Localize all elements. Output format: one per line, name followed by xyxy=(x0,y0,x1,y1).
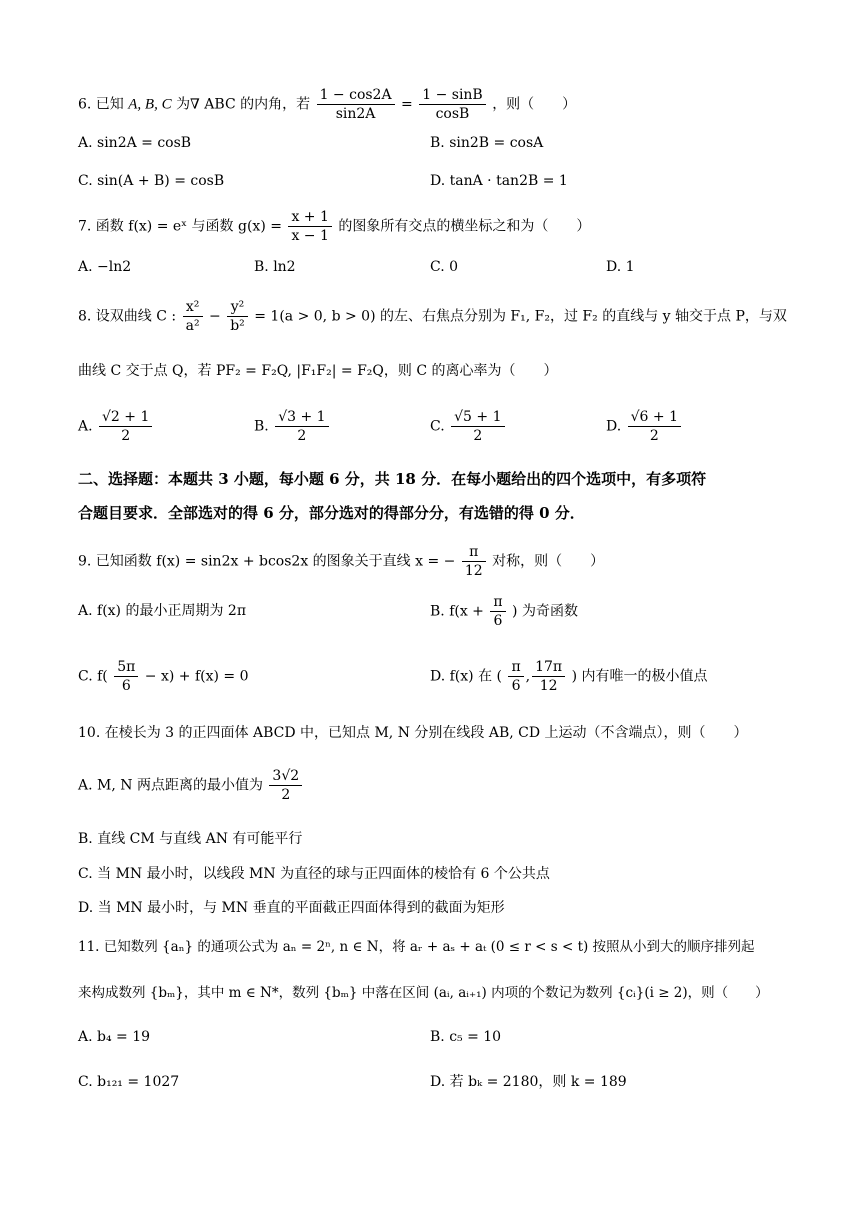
q8-fraction-y-num: y² xyxy=(227,298,248,317)
q9-stem xyxy=(78,543,604,580)
q7-fraction-den: x − 1 xyxy=(291,228,329,244)
q10-option-a-fraction xyxy=(269,767,302,804)
q6-fraction-1-num: 1 − cos2A xyxy=(317,86,395,105)
q8-option-b-label: B. xyxy=(254,418,269,435)
q8-option-b-num: √3 + 1 xyxy=(275,408,328,427)
q11-stem-line2: 来构成数列 {bₘ}，其中 m ∈ N*，数列 {bₘ} 中落在区间 (aᵢ, aᵢ₊₁) 内项的个数记为数列 {cᵢ}(i ≥ 2)，则（ ） xyxy=(78,985,769,1001)
q7-fraction-num: x + 1 xyxy=(288,208,331,227)
q8-option-d-label: D. xyxy=(606,418,622,435)
q7-fraction xyxy=(288,208,331,245)
q8-option-a-fraction xyxy=(99,408,152,445)
q9-option-d-comma: , xyxy=(525,668,531,685)
q8-minus: − xyxy=(209,308,226,325)
q8-option-c-den: 2 xyxy=(473,428,483,444)
q8-option-c-num: √5 + 1 xyxy=(451,408,504,427)
q6-fraction-1 xyxy=(317,86,395,123)
q8-option-d-fraction xyxy=(628,408,681,445)
q6-fraction-2-num: 1 − sinB xyxy=(419,86,486,105)
q10-option-a xyxy=(78,767,304,804)
q9-option-c xyxy=(78,658,249,695)
q11-option-a: A. b₄ = 19 xyxy=(78,1029,151,1045)
q8-option-a-num: √2 + 1 xyxy=(99,408,152,427)
q7-option-a: A. −ln2 xyxy=(78,259,132,275)
q8-option-b xyxy=(254,408,331,445)
q7-stem xyxy=(78,208,590,245)
q9-option-c-prefix: C. f( xyxy=(78,668,108,685)
q9-option-d-suffix: ) 内有唯一的极小值点 xyxy=(571,668,708,685)
q6-stem-mid: 为∇ ABC 的内角，若 xyxy=(176,96,311,113)
q9-option-a: A. f(x) 的最小正周期为 2π xyxy=(78,603,247,619)
q11-option-d: D. 若 bₖ = 2180，则 k = 189 xyxy=(430,1074,627,1090)
q10-option-a-num: 3√2 xyxy=(269,767,302,786)
q9-option-d-num-2: 17π xyxy=(532,658,565,677)
q6-stem-prefix: 6. 已知 xyxy=(78,96,124,113)
q8-option-a xyxy=(78,408,154,445)
q6-stem xyxy=(78,86,576,123)
q7-stem-suffix: 的图象所有交点的横坐标之和为（ ） xyxy=(338,218,591,235)
q9-option-b xyxy=(430,593,578,630)
q8-stem-line2: 曲线 C 交于点 Q，若 PF₂ = F₂Q, |F₁F₂| = F₂Q，则 C 的离心率为（ ） xyxy=(78,363,558,379)
q6-vars: A, B, C xyxy=(128,96,172,113)
q9-option-c-den: 6 xyxy=(121,678,131,694)
section-2-instructions: 合题目要求．全部选对的得 6 分，部分选对的得部分分，有选错的得 0 分． xyxy=(78,504,585,522)
q9-fraction xyxy=(462,543,486,580)
q9-fraction-den: 12 xyxy=(464,563,483,579)
q9-option-d-fraction-2 xyxy=(532,658,565,695)
q8-fraction-y-den: b² xyxy=(230,318,245,334)
q9-fraction-num: π xyxy=(462,543,486,562)
q8-option-b-fraction xyxy=(275,408,328,445)
q8-option-d-den: 2 xyxy=(649,428,659,444)
q9-stem-suffix: 对称，则（ ） xyxy=(492,553,605,570)
q10-stem: 10. 在棱长为 3 的正四面体 ABCD 中，已知点 M, N 分别在线段 AB, CD 上运动（不含端点），则（ ） xyxy=(78,725,748,741)
q7-option-c: C. 0 xyxy=(430,259,459,275)
q9-option-c-suffix: − x) + f(x) = 0 xyxy=(144,668,249,685)
q10-option-a-den: 2 xyxy=(281,787,291,803)
q9-option-d xyxy=(430,658,708,695)
q11-option-c: C. b₁₂₁ = 1027 xyxy=(78,1074,180,1090)
q8-stem-rest: = 1(a > 0, b > 0) 的左、右焦点分别为 F₁, F₂，过 F₂ 的直线与 y 轴交于点 P，与双 xyxy=(254,308,787,325)
q8-stem-prefix: 8. 设双曲线 C : xyxy=(78,308,177,325)
section-2-heading: 二、选择题：本题共 3 小题，每小题 6 分，共 18 分．在每小题给出的四个选项中，有多项符 xyxy=(78,470,707,488)
q9-option-d-den-1: 6 xyxy=(511,678,521,694)
q6-option-b: B. sin2B = cosA xyxy=(430,135,544,151)
q8-option-c xyxy=(430,408,507,445)
q9-option-d-den-2: 12 xyxy=(539,678,558,694)
q9-option-c-fraction xyxy=(114,658,138,695)
q7-option-b: B. ln2 xyxy=(254,259,296,275)
q10-option-d: D. 当 MN 最小时，与 MN 垂直的平面截正四面体得到的截面为矩形 xyxy=(78,900,505,916)
q8-option-d-num: √6 + 1 xyxy=(628,408,681,427)
q9-option-d-fraction-1 xyxy=(508,658,523,695)
q6-option-d: D. tanA · tan2B = 1 xyxy=(430,173,568,189)
q6-fraction-1-den: sin2A xyxy=(335,106,376,122)
q9-option-d-prefix: D. f(x) 在 ( xyxy=(430,668,502,685)
q8-fraction-x-num: x² xyxy=(183,298,203,317)
q8-option-c-label: C. xyxy=(430,418,445,435)
q9-option-b-num: π xyxy=(490,593,505,612)
q8-option-d xyxy=(606,408,683,445)
q8-option-b-den: 2 xyxy=(297,428,307,444)
q6-equals: = xyxy=(401,96,418,113)
q6-option-c: C. sin(A + B) = cosB xyxy=(78,173,225,189)
q8-fraction-y xyxy=(227,298,248,335)
q7-option-d: D. 1 xyxy=(606,259,635,275)
q9-option-d-num-1: π xyxy=(508,658,523,677)
q10-option-b: B. 直线 CM 与直线 AN 有可能平行 xyxy=(78,831,303,847)
q9-option-b-den: 6 xyxy=(493,613,503,629)
q11-option-b: B. c₅ = 10 xyxy=(430,1029,502,1045)
q6-fraction-2-den: cosB xyxy=(435,106,470,122)
q8-option-a-label: A. xyxy=(78,418,93,435)
q8-option-a-den: 2 xyxy=(121,428,131,444)
q10-option-c: C. 当 MN 最小时，以线段 MN 为直径的球与正四面体的棱恰有 6 个公共点 xyxy=(78,866,550,882)
q10-option-a-prefix: A. M, N 两点距离的最小值为 xyxy=(78,777,263,794)
q6-stem-suffix: ，则（ ） xyxy=(492,96,577,113)
q6-fraction-2 xyxy=(419,86,486,123)
q9-stem-prefix: 9. 已知函数 f(x) = sin2x + bcos2x 的图象关于直线 x = − xyxy=(78,553,456,570)
q8-fraction-x xyxy=(183,298,203,335)
q8-option-c-fraction xyxy=(451,408,504,445)
q8-stem-line1 xyxy=(78,298,787,335)
q9-option-b-suffix: ) 为奇函数 xyxy=(512,603,578,620)
q11-stem-line1: 11. 已知数列 {aₙ} 的通项公式为 aₙ = 2ⁿ, n ∈ N，将 aᵣ + aₛ + aₜ (0 ≤ r < s < t) 按照从小到大的顺序排列起 xyxy=(78,939,755,955)
q9-option-b-prefix: B. f(x + xyxy=(430,603,484,620)
q9-option-b-fraction xyxy=(490,593,505,630)
q9-option-c-num: 5π xyxy=(114,658,138,677)
q7-stem-prefix: 7. 函数 f(x) = eˣ 与函数 g(x) = xyxy=(78,218,282,235)
q8-fraction-x-den: a² xyxy=(185,318,200,334)
q6-option-a: A. sin2A = cosB xyxy=(78,135,192,151)
